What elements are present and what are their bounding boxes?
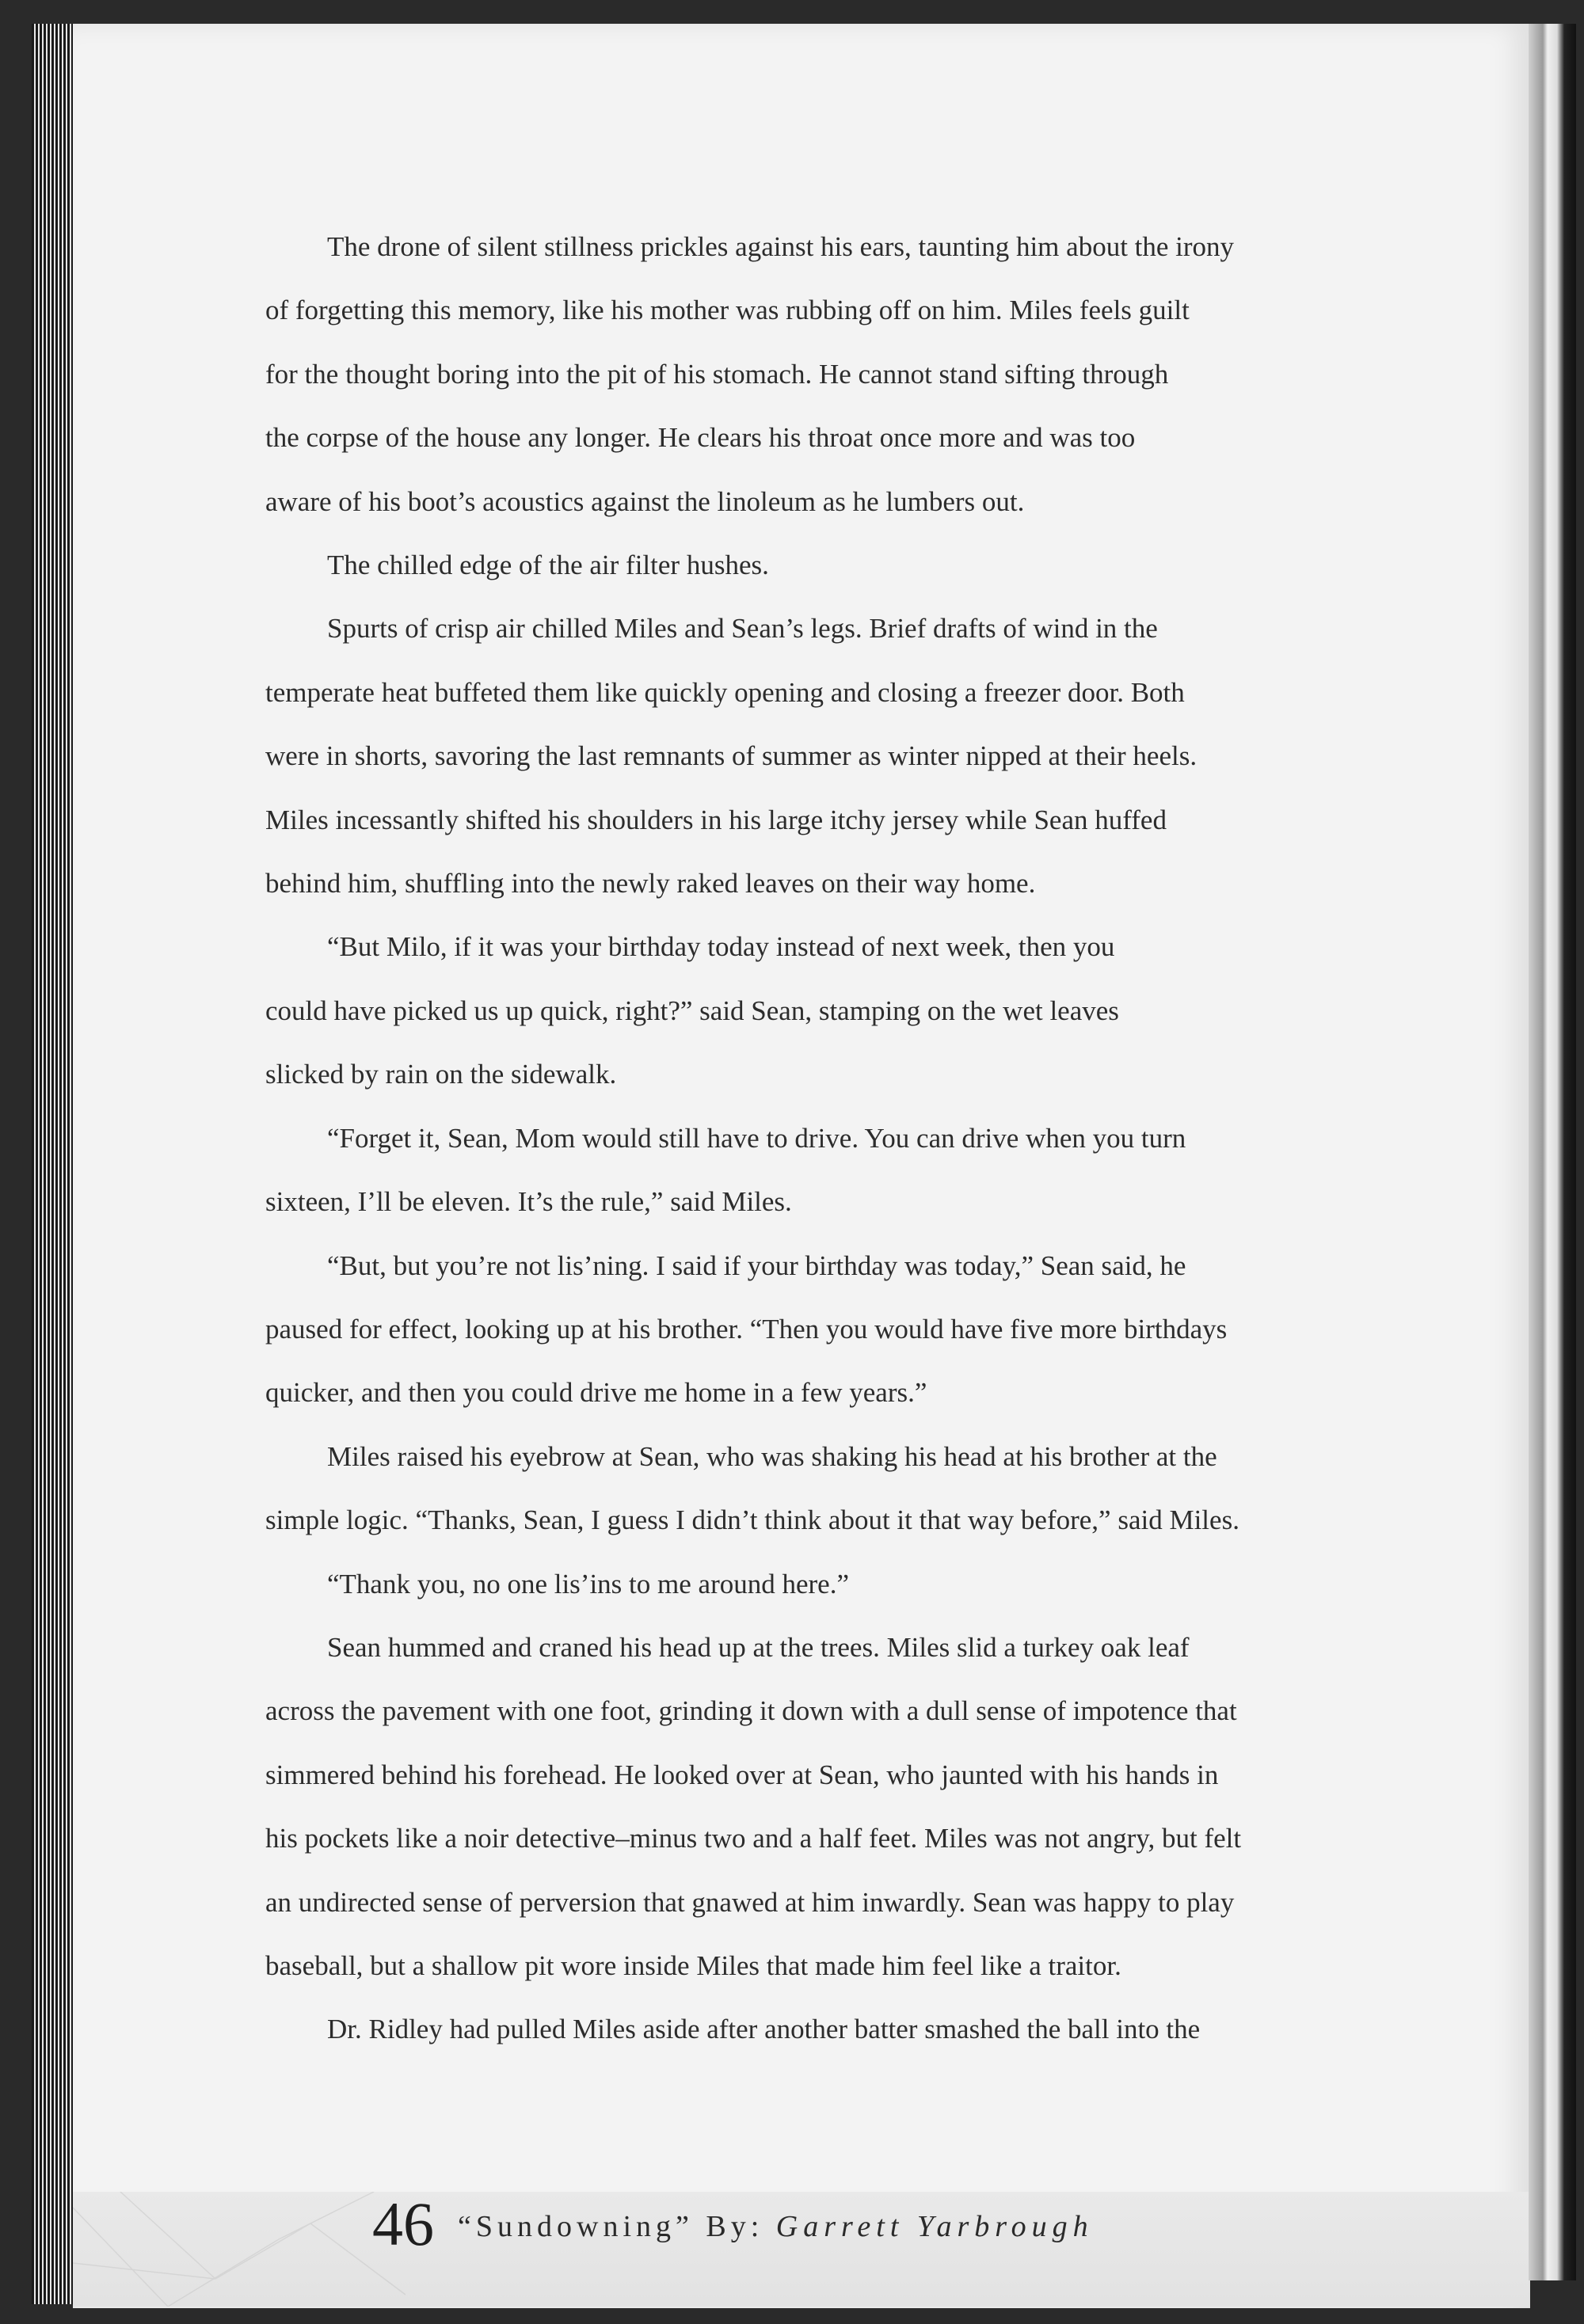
text-line: could have picked us up quick, right?” said Sean, stamping on the wet leaves: [265, 995, 1119, 1026]
text-line: his pockets like a noir detective–minus two and a half feet. Miles was not angry, but felt: [265, 1823, 1242, 1854]
text-line: temperate heat buffeted them like quickly opening and closing a freezer door. Both: [265, 676, 1185, 708]
text-line: “But Milo, if it was your birthday today instead of next week, then you: [327, 931, 1115, 963]
text-line: The chilled edge of the air filter hushes.: [327, 550, 769, 581]
text-line: Sean hummed and craned his head up at the trees. Miles slid a turkey oak leaf: [327, 1631, 1190, 1663]
text-line: across the pavement with one foot, grinding it down with a dull sense of impotence that: [265, 1695, 1237, 1727]
book-page-edges-right: [1529, 24, 1576, 2280]
text-line: “But, but you’re not lis’ning. I said if your birthday was today,” Sean said, he: [327, 1249, 1186, 1281]
text-line: “Forget it, Sean, Mom would still have to drive. You can drive when you turn: [327, 1122, 1186, 1154]
text-line: sixteen, I’ll be eleven. It’s the rule,” said Miles.: [265, 1186, 792, 1218]
text-line: simmered behind his forehead. He looked over at Sean, who jaunted with his hands in: [265, 1759, 1219, 1790]
book-page-edges-left: [32, 24, 79, 2304]
byline-label: By:: [706, 2210, 764, 2243]
running-footer: [458, 2212, 1094, 2242]
text-line: Miles raised his eyebrow at Sean, who was shaking his head at his brother at the: [327, 1440, 1217, 1472]
story-body-text: [265, 215, 1342, 2062]
text-line: baseball, but a shallow pit wore inside Miles that made him feel like a traitor.: [265, 1949, 1121, 1981]
page-number: 46: [372, 2189, 434, 2258]
footer-band: [73, 2189, 1529, 2307]
story-title: “Sundowning”: [458, 2210, 694, 2243]
text-line: an undirected sense of perversion that gnawed at him inwardly. Sean was happy to play: [265, 1886, 1235, 1918]
text-line: behind him, shuffling into the newly raked leaves on their way home.: [265, 868, 1036, 900]
decorative-geometric-lines: [73, 2192, 406, 2307]
text-line: the corpse of the house any longer. He clears his throat once more and was too: [265, 422, 1136, 454]
author-name: Garrett Yarbrough: [775, 2210, 1094, 2243]
text-line: Dr. Ridley had pulled Miles aside after another batter smashed the ball into the: [327, 2014, 1201, 2045]
text-line: paused for effect, looking up at his brother. “Then you would have five more birthdays: [265, 1313, 1228, 1345]
text-line: for the thought boring into the pit of his stomach. He cannot stand sifting through: [265, 358, 1169, 390]
text-line: aware of his boot’s acoustics against the linoleum as he lumbers out.: [265, 485, 1025, 517]
text-line: slicked by rain on the sidewalk.: [265, 1059, 617, 1090]
text-line: Spurts of crisp air chilled Miles and Sean’s legs. Brief drafts of wind in the: [327, 613, 1158, 645]
text-line: “Thank you, no one lis’ins to me around here.”: [327, 1568, 849, 1599]
text-line: of forgetting this memory, like his mother was rubbing off on him. Miles feels guilt: [265, 295, 1190, 326]
text-line: simple logic. “Thanks, Sean, I guess I didn’t think about it that way before,” said Miles.: [265, 1504, 1239, 1536]
text-line: Miles incessantly shifted his shoulders in his large itchy jersey while Sean huffed: [265, 804, 1167, 835]
text-line: The drone of silent stillness prickles against his ears, taunting him about the irony: [327, 231, 1235, 262]
text-line: quicker, and then you could drive me home in a few years.”: [265, 1377, 927, 1409]
text-line: were in shorts, savoring the last remnants of summer as winter nipped at their heels.: [265, 740, 1198, 772]
